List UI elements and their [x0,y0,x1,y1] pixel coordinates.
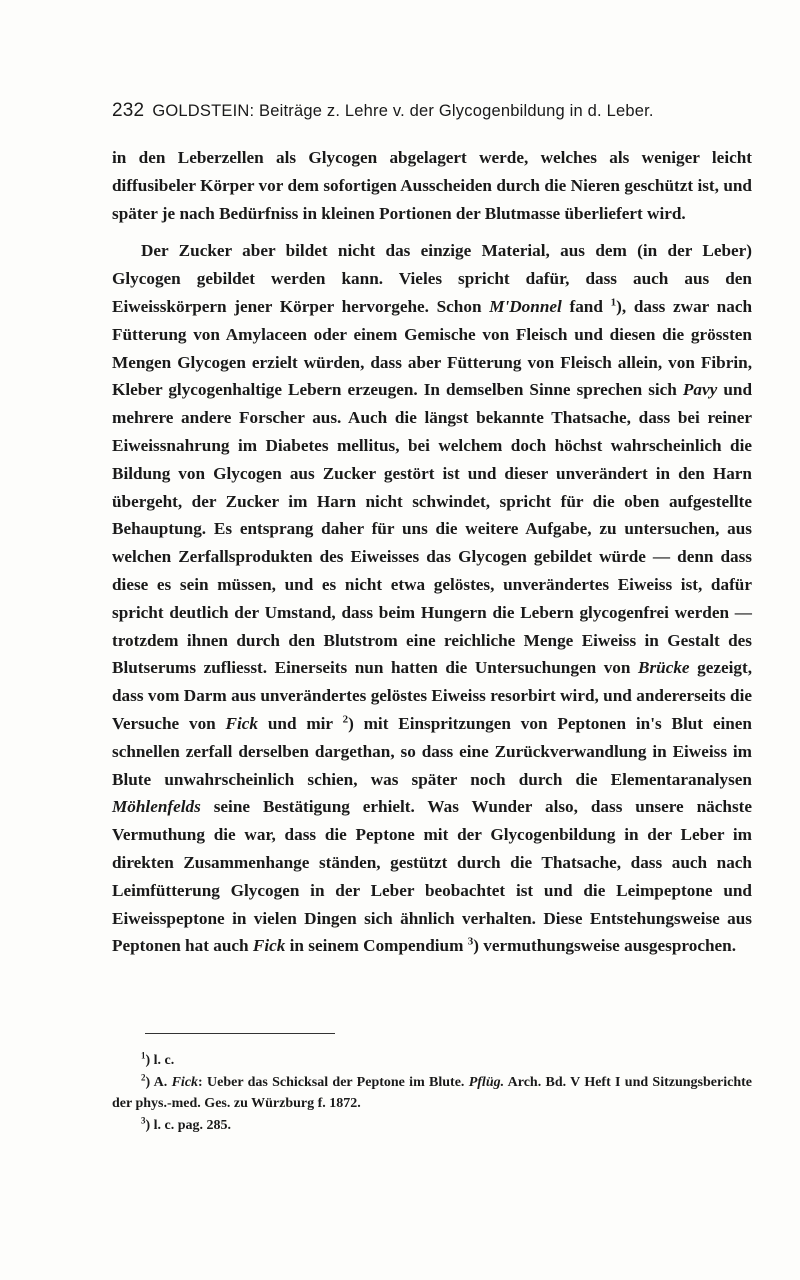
author-pavy: Pavy [682,380,718,400]
text-run: gezeigt, dass vom Darm aus unverändertes gelöstes Eiweiss resorbirt wird, und andererseits die Versuche von [112,658,752,733]
footnote-mark: 1 [141,1050,146,1061]
paragraph-1: in den Leberzellen als Glycogen abgelagert werde, welches als weniger leicht diffusibeler Körper vor dem sofortigen Ausscheiden durch die Nieren geschützt ist, und später je nach Bedürfniss in kleinen Portionen der Blutmasse überliefert wird. [112,148,752,223]
footnote-ref-3: 3 [467,935,474,948]
text-run: und mir [258,713,343,733]
footnote-ref-2: 2 [342,713,349,726]
footnote-text: : Ueber das Schicksal der Peptone im Blute. [198,1074,469,1090]
author-fick: Fick [225,713,259,733]
author-bruecke: Brücke [638,658,690,678]
text-run: fand [561,296,611,316]
text-run: in seinem Compendium [285,936,468,956]
footnote-mark: 2 [141,1071,146,1082]
text-run: ) mit Einspritzungen von Peptonen in's Blut einen schnellen zerfall derselben dargethan, so dass eine Zurückverwandlung in Eiweiss im Blute unwahrscheinlich schien, was später noch durch die Elementaranalysen [112,713,752,789]
footnote-text: ) l. c. pag. 285. [145,1117,232,1133]
footnote-mark: 3 [141,1114,146,1125]
footnotes [112,1050,752,1136]
footnote-ref-1: 1 [610,296,617,309]
page-number: 232 [112,100,145,121]
text-run: und mehrere andere Forscher aus. Auch die längst bekannte Thatsache, dass bei reiner Eiweissnahrung im Diabetes mellitus, bei welchem doch höchst wahrscheinlich die Bildung von Glycogen aus Zucker gestört ist und dieser unverändert in den Harn übergeht, der Zucker im Harn nicht schwindet, spricht für die oben aufgestellte Behauptung. Es entsprang daher für uns die weitere Aufgabe, zu untersuchen, aus welchen Zerfallsprodukten des Eiweisses das Glycogen gebildet würde — denn dass diese es sein müssen, und es nicht etwa gelöstes, unverändertes Eiweiss ist, dafür spricht deutlich der Umstand, dass beim Hungern die Lebern glycogenfrei werden — trotzdem ihnen durch den Blutstrom eine reichliche Menge Eiweiss in Gestalt des Blutserums zufliesst. Einerseits nun hatten die Untersuchungen von [112,380,752,678]
text-run: ), dass zwar nach Fütterung von Amylaceen oder einem Gemische von Fleisch und diesen die grössten Mengen Glycogen erzielt würden, dass aber Fütterung von Fleisch allein, von Fibrin, Kleber glycogenhaltige Lebern erzeugen. In demselben Sinne sprechen sich [112,296,753,400]
footnote-3 [112,1115,752,1137]
text-run: ) vermuthungsweise ausgesprochen. [473,936,736,956]
paragraph-2 [112,237,752,960]
footnote-author: Fick [171,1074,199,1090]
main-text [112,144,752,960]
text-run: seine Bestätigung erhielt. Was Wunder also, dass unsere nächste Vermuthung die war, dass die Peptone mit der Glycogenbildung in der Leber im direkten Zusammenhange ständen, gestützt durch die Thatsache, dass auch nach Leimfütterung Glycogen in der Leber beobachtet ist und die Leimpeptone und Eiweisspeptone in vielen Dingen sich ähnlich verhalten. Diese Entstehungsweise aus Peptonen hat auch [112,797,752,956]
author-moehlenfeld: Möhlenfelds [112,797,201,817]
footnote-text: ) A. [145,1074,172,1090]
author-mdonnel: M'Donnel [489,296,562,316]
footnote-text: ) l. c. [145,1053,175,1068]
author-fick: Fick [252,936,286,956]
footnote-text: Arch. Bd. V Heft I und Sitzungsberichte der phys.-med. Ges. zu Würzburg f. 1872. [112,1074,752,1111]
footnote-2 [112,1072,752,1115]
footnote-divider [145,1033,335,1034]
text-run: Der Zucker aber bildet nicht das einzige Material, aus dem (in der Leber) Glycogen gebildet werden kann. Vieles spricht dafür, dass auch aus den Eiweisskörpern jener Körper hervorgehe. Schon [112,241,752,316]
running-header [112,100,752,122]
footnote-1 [112,1050,752,1072]
running-title: GOLDSTEIN: Beiträge z. Lehre v. der Glycogenbildung in d. Leber. [152,102,654,120]
footnote-journal: Pflüg. [468,1074,505,1090]
